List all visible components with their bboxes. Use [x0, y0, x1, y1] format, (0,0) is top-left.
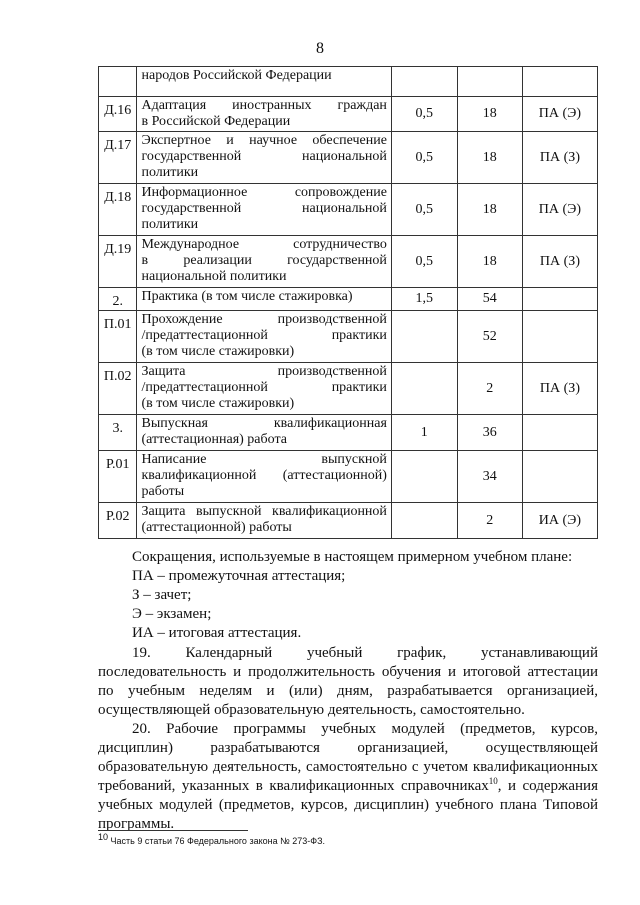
footnote: [98, 832, 326, 846]
row-code: [99, 67, 137, 97]
row-attestation: [522, 67, 597, 97]
table-row: [99, 503, 598, 539]
row-name-line: (в том числе стажировки): [141, 396, 295, 411]
row-attestation: ПА (Э): [522, 97, 597, 132]
row-name-line: политики: [141, 217, 199, 232]
row-name-line: Выпускная квалификационная: [141, 416, 387, 431]
table-row: [99, 451, 598, 503]
row-code: Д.19: [99, 236, 137, 288]
row-code: 2.: [99, 288, 137, 311]
row-name-line: в реализации государственной: [141, 253, 387, 268]
paragraphs-block: [98, 644, 598, 834]
row-name: [137, 311, 391, 363]
footnote-text: Часть 9 статьи 76 Федерального закона № 273-ФЗ.: [108, 836, 326, 846]
page-number: 8: [316, 40, 324, 57]
row-credits: [391, 67, 457, 97]
table-row: [99, 311, 598, 363]
row-hours: 54: [457, 288, 522, 311]
row-credits: 0,5: [391, 132, 457, 184]
row-name: [137, 288, 391, 311]
row-credits: 0,5: [391, 184, 457, 236]
row-name: [137, 184, 391, 236]
row-name-line: Написание выпускной: [141, 452, 387, 467]
paragraph-19: 19. Календарный учебный график, устанавливающий последовательность и продолжительность обучения и итоговой аттестации по учебным неделям и (или) дням, разрабатывается организацией, осуществляющей образовательную деятельность, самостоятельно.: [98, 645, 598, 718]
row-attestation: [522, 288, 597, 311]
table-row: [99, 97, 598, 132]
footnote-reference: 10: [488, 776, 498, 786]
footnote-mark: 10: [98, 832, 109, 842]
abbreviation-item: ПА – промежуточная аттестация;: [132, 568, 346, 584]
row-code: Д.18: [99, 184, 137, 236]
row-name-line: (аттестационной) работы: [141, 520, 292, 535]
table-row: [99, 236, 598, 288]
table-row: [99, 67, 598, 97]
row-name: [137, 503, 391, 539]
row-name-line: (в том числе стажировки): [141, 344, 295, 359]
abbreviation-item: Э – экзамен;: [132, 606, 212, 622]
row-hours: 18: [457, 236, 522, 288]
row-name-line: национальной политики: [141, 269, 287, 284]
row-name-line: государственной национальной: [141, 149, 387, 164]
row-attestation: ПА (Э): [522, 184, 597, 236]
row-name: [137, 132, 391, 184]
row-credits: 1,5: [391, 288, 457, 311]
row-attestation: [522, 415, 597, 451]
row-hours: 36: [457, 415, 522, 451]
row-name-line: государственной национальной: [141, 201, 387, 216]
row-code: П.02: [99, 363, 137, 415]
row-name-line: народов Российской Федерации: [141, 68, 332, 83]
paragraph-20: [98, 720, 598, 834]
footnote-divider: [98, 830, 248, 831]
paragraph-20-start: 20. Рабочие программы учебных модулей (предметов, курсов, дисциплин) разрабатываются организацией, осуществляющей образовательную деятельность, самостоятельно с учетом квалификационных требований, указанных в квалификационных справочниках: [98, 721, 598, 794]
row-code: 3.: [99, 415, 137, 451]
row-name: [137, 451, 391, 503]
row-name-line: Международное сотрудничество: [141, 237, 387, 252]
row-name: [137, 97, 391, 132]
row-name: [137, 415, 391, 451]
abbreviations-block: [98, 548, 598, 643]
row-name-line: Прохождение производственной: [141, 312, 387, 327]
row-name-line: (аттестационная) работа: [141, 432, 287, 447]
row-credits: 0,5: [391, 97, 457, 132]
row-hours: 18: [457, 132, 522, 184]
row-name-line: квалификационной (аттестационной): [141, 468, 387, 483]
row-hours: 2: [457, 503, 522, 539]
row-name-line: Практика (в том числе стажировка): [141, 289, 353, 304]
row-name: [137, 67, 391, 97]
row-name-line: в Российской Федерации: [141, 114, 291, 129]
table-row: [99, 288, 598, 311]
row-credits: [391, 363, 457, 415]
row-code: Д.17: [99, 132, 137, 184]
row-name-line: /предаттестационной практики: [141, 380, 387, 395]
row-attestation: ПА (З): [522, 132, 597, 184]
row-attestation: [522, 311, 597, 363]
row-attestation: ПА (З): [522, 363, 597, 415]
curriculum-table: [98, 66, 598, 539]
row-attestation: ИА (Э): [522, 503, 597, 539]
row-code: Д.16: [99, 97, 137, 132]
row-hours: 52: [457, 311, 522, 363]
row-credits: [391, 311, 457, 363]
table-row: [99, 363, 598, 415]
table-row: [99, 415, 598, 451]
row-name-line: Защита выпускной квалификационной: [141, 504, 387, 519]
table-row: [99, 184, 598, 236]
row-credits: [391, 451, 457, 503]
row-code: Р.02: [99, 503, 137, 539]
row-credits: 1: [391, 415, 457, 451]
row-hours: 2: [457, 363, 522, 415]
row-name-line: Адаптация иностранных граждан: [141, 98, 387, 113]
table-row: [99, 132, 598, 184]
row-hours: 18: [457, 97, 522, 132]
abbreviations-intro: Сокращения, используемые в настоящем примерном учебном плане:: [132, 549, 573, 565]
row-hours: 18: [457, 184, 522, 236]
row-credits: 0,5: [391, 236, 457, 288]
row-name-line: Информационное сопровождение: [141, 185, 387, 200]
row-name-line: /предаттестационной практики: [141, 328, 387, 343]
row-hours: 34: [457, 451, 522, 503]
row-attestation: [522, 451, 597, 503]
row-code: П.01: [99, 311, 137, 363]
row-code: Р.01: [99, 451, 137, 503]
row-name-line: Защита производственной: [141, 364, 387, 379]
row-name: [137, 363, 391, 415]
row-attestation: ПА (З): [522, 236, 597, 288]
row-name-line: политики: [141, 165, 199, 180]
row-credits: [391, 503, 457, 539]
abbreviation-item: ИА – итоговая аттестация.: [132, 625, 302, 641]
abbreviation-item: З – зачет;: [132, 587, 192, 603]
row-name: [137, 236, 391, 288]
row-name-line: работы: [141, 484, 185, 499]
paragraph-20-end: , и содержания учебных модулей (предметов, курсов, дисциплин) учебного плана Типовой программы.: [98, 778, 598, 832]
row-hours: [457, 67, 522, 97]
row-name-line: Экспертное и научное обеспечение: [141, 133, 387, 148]
